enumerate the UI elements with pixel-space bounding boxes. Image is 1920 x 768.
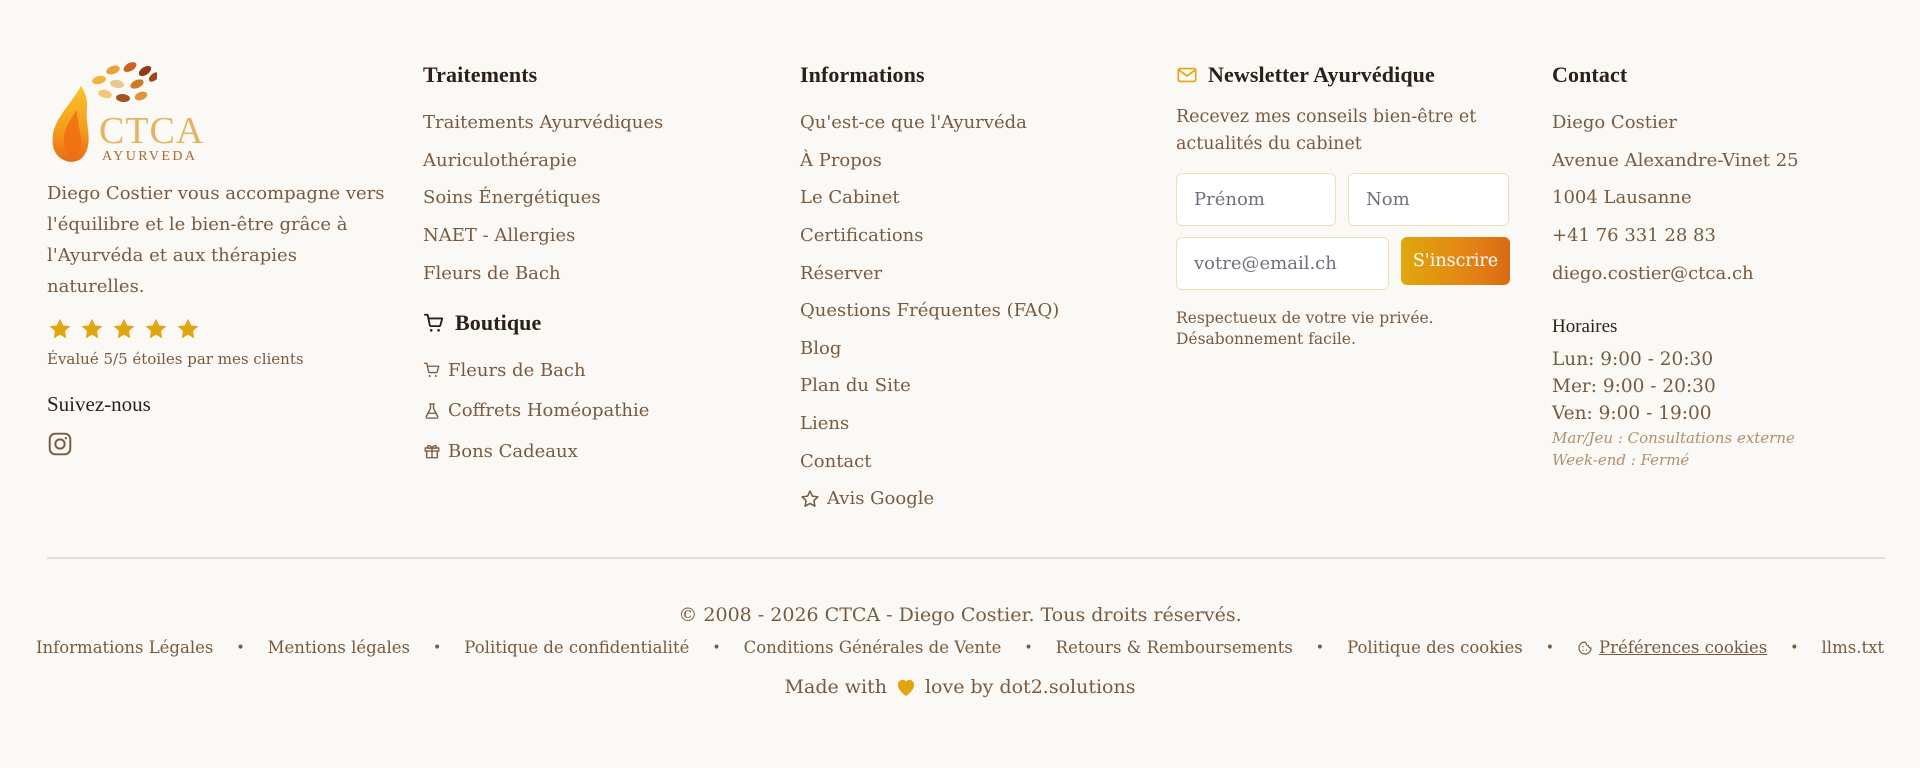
newsletter-heading <box>1176 58 1516 92</box>
treatment-link-label[interactable]: Auriculothérapie <box>423 149 577 171</box>
made-by-link[interactable]: love by dot2.solutions <box>924 676 1136 698</box>
info-link[interactable] <box>800 330 1130 368</box>
treatment-link[interactable] <box>423 217 753 255</box>
treatment-link[interactable] <box>423 104 753 142</box>
llms-link[interactable]: llms.txt <box>1821 638 1885 657</box>
shop-link-fleurs-anchor[interactable] <box>423 360 586 381</box>
hours-list <box>1552 346 1882 427</box>
legal-link-privacy[interactable]: Politique de confidentialité <box>464 638 690 657</box>
star-icon <box>111 316 137 342</box>
star-icon <box>79 316 105 342</box>
contact-name: Diego Costier <box>1552 112 1678 134</box>
hours-line: Lun: 9:00 - 20:30 <box>1552 348 1714 370</box>
lastname-input[interactable] <box>1348 173 1509 226</box>
google-review-label: Avis Google <box>827 488 935 510</box>
legal-link-cgv[interactable]: Conditions Générales de Vente <box>743 638 1002 657</box>
info-link[interactable] <box>800 217 1130 255</box>
treatment-link[interactable] <box>423 254 753 292</box>
email-row <box>1176 237 1516 290</box>
treatment-link-label[interactable]: NAET - Allergies <box>423 225 576 247</box>
instagram-icon <box>47 431 73 457</box>
footer-divider <box>47 557 1885 559</box>
cookie-preferences-label: Préférences cookies <box>1599 638 1768 657</box>
shop-title: Boutique <box>455 309 542 335</box>
info-link[interactable] <box>800 254 1130 292</box>
info-link[interactable] <box>800 292 1130 330</box>
treatment-link-label[interactable]: Traitements Ayurvédiques <box>423 112 664 134</box>
star-icon <box>175 316 201 342</box>
info-link-label[interactable]: À Propos <box>800 149 882 171</box>
newsletter-title: Newsletter Ayurvédique <box>1208 62 1435 87</box>
contact-city: 1004 Lausanne <box>1552 187 1692 209</box>
informations-heading <box>800 58 1130 92</box>
info-link[interactable] <box>800 405 1130 443</box>
star-icon <box>143 316 169 342</box>
shop-heading <box>423 306 753 340</box>
newsletter-column <box>1176 58 1516 350</box>
shop-link-label: Coffrets Homéopathie <box>448 400 650 422</box>
shop-link-bons-anchor[interactable] <box>423 441 578 462</box>
info-link-label[interactable]: Réserver <box>800 262 883 284</box>
separator: • <box>1315 639 1325 656</box>
shop-link-bons[interactable] <box>423 431 753 472</box>
email-input[interactable] <box>1176 237 1389 290</box>
hours-note-weekend: Week-end : Fermé <box>1552 450 1690 469</box>
info-link-label[interactable]: Blog <box>800 337 842 359</box>
rating-text: Évalué 5/5 étoiles par mes clients <box>47 350 304 368</box>
cart-icon <box>423 312 445 334</box>
copyright-text: © 2008 - 2026 CTCA - Diego Costier. Tous droits réservés. <box>678 604 1242 626</box>
contact-email[interactable]: diego.costier@ctca.ch <box>1552 262 1754 284</box>
star-icon <box>47 316 73 342</box>
legal-link-informations[interactable]: Informations Légales <box>35 638 214 657</box>
shop-list <box>423 350 753 472</box>
contact-address: Avenue Alexandre-Vinet 25 <box>1552 149 1799 171</box>
logo-text: CTCA <box>99 110 205 152</box>
flask-icon <box>423 402 441 420</box>
treatment-link[interactable] <box>423 142 753 180</box>
info-link-label[interactable]: Certifications <box>800 225 924 247</box>
separator: • <box>712 639 721 656</box>
shop-link-fleurs[interactable] <box>423 350 753 391</box>
privacy-note <box>1176 308 1516 350</box>
separator: • <box>236 639 245 656</box>
contact-list <box>1552 104 1882 292</box>
treatments-heading <box>423 58 753 92</box>
shop-link-label: Bons Cadeaux <box>448 440 578 462</box>
contact-title: Contact <box>1552 62 1628 87</box>
separator: • <box>1024 639 1033 656</box>
treatment-link-label[interactable]: Fleurs de Bach <box>423 262 561 284</box>
contact-phone[interactable]: +41 76 331 28 83 <box>1552 225 1716 247</box>
legal-links <box>0 638 1920 657</box>
cookie-icon <box>1577 640 1593 656</box>
ctca-logo[interactable] <box>47 60 207 168</box>
gift-icon <box>423 442 441 460</box>
info-link-label[interactable]: Le Cabinet <box>800 187 900 209</box>
separator: • <box>1790 639 1799 656</box>
brand-description: Diego Costier vous accompagne vers l'équilibre et le bien-être grâce à l'Ayurvéda et aux thérapies naturelles. <box>47 183 385 297</box>
star-outline-icon <box>800 489 820 509</box>
treatment-link-label[interactable]: Soins Énergétiques <box>423 187 601 209</box>
newsletter-description: Recevez mes conseils bien-être et actualités du cabinet <box>1176 107 1477 154</box>
info-link[interactable] <box>800 104 1130 142</box>
name-row <box>1176 173 1516 226</box>
mail-icon <box>1176 64 1198 86</box>
cookie-preferences-link[interactable] <box>1577 638 1767 657</box>
brand-column <box>47 58 387 457</box>
google-review-link[interactable] <box>800 480 1130 518</box>
info-link[interactable] <box>800 179 1130 217</box>
instagram-link[interactable] <box>47 431 73 457</box>
hours-line: Mer: 9:00 - 20:30 <box>1552 375 1716 397</box>
shop-link-label: Fleurs de Bach <box>448 359 586 381</box>
made-with-love <box>0 676 1920 698</box>
treatments-column <box>423 58 753 471</box>
contact-column <box>1552 58 1882 471</box>
legal-link-cookies[interactable]: Politique des cookies <box>1347 638 1523 657</box>
info-link-label[interactable]: Questions Fréquentes (FAQ) <box>800 300 1060 322</box>
cart-icon <box>423 361 441 379</box>
info-link-label[interactable]: Plan du Site <box>800 375 911 397</box>
shop-link-coffrets[interactable] <box>423 390 753 431</box>
informations-list <box>800 104 1130 518</box>
info-link-label[interactable]: Contact <box>800 450 872 472</box>
contact-heading <box>1552 58 1882 92</box>
info-link[interactable] <box>800 442 1130 480</box>
informations-title: Informations <box>800 62 925 87</box>
info-link-label[interactable]: Liens <box>800 413 850 435</box>
legal-link-mentions[interactable]: Mentions légales <box>267 638 411 657</box>
info-link[interactable] <box>800 142 1130 180</box>
treatments-list <box>423 104 753 292</box>
hours-title: Horaires <box>1552 315 1618 337</box>
logo-subtitle: AYURVEDA <box>102 149 198 164</box>
privacy-line: Respectueux de votre vie privée. <box>1176 309 1434 327</box>
separator: • <box>1545 639 1555 656</box>
treatments-title: Traitements <box>423 62 538 87</box>
made-prefix: Made with <box>784 676 887 698</box>
heart-icon <box>895 677 917 697</box>
firstname-input[interactable] <box>1176 173 1336 226</box>
rating-stars <box>47 316 387 342</box>
google-review-anchor[interactable] <box>800 488 934 509</box>
info-link-label[interactable]: Qu'est-ce que l'Ayurvéda <box>800 112 1027 134</box>
informations-column <box>800 58 1130 518</box>
subscribe-button[interactable]: S'inscrire <box>1401 237 1510 285</box>
separator: • <box>433 639 442 656</box>
shop-link-coffrets-anchor[interactable] <box>423 400 649 421</box>
treatment-link[interactable] <box>423 179 753 217</box>
legal-link-returns[interactable]: Retours & Remboursements <box>1055 638 1293 657</box>
hours-line: Ven: 9:00 - 19:00 <box>1552 402 1712 424</box>
follow-heading: Suivez-nous <box>47 392 151 416</box>
info-link[interactable] <box>800 367 1130 405</box>
unsubscribe-line: Désabonnement facile. <box>1176 330 1356 348</box>
hours-note-external: Mar/Jeu : Consultations externe <box>1552 428 1795 447</box>
